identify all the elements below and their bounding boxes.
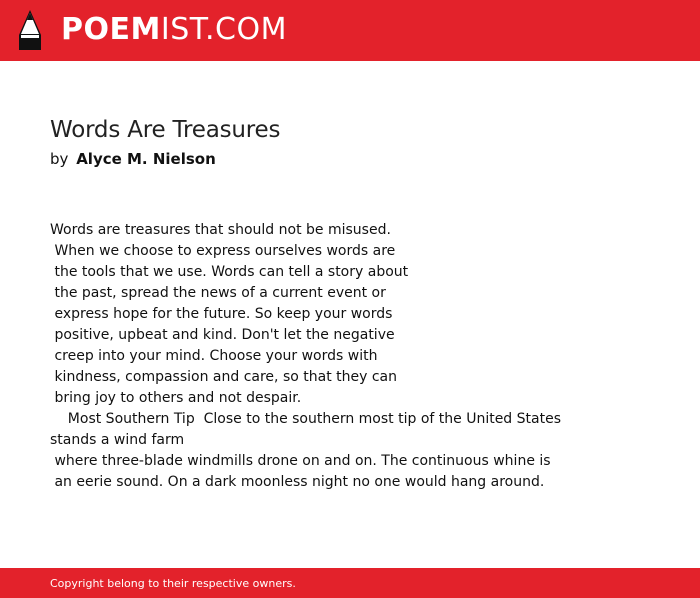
poem-line: bring joy to others and not despair. <box>50 390 302 406</box>
poem-line: positive, upbeat and kind. Don't let the negative <box>50 327 395 343</box>
poem-line: creep into your mind. Choose your words with <box>50 348 378 364</box>
poem-line: the past, spread the news of a current event or <box>50 285 386 301</box>
poem-line: the tools that we use. Words can tell a story about <box>50 264 409 280</box>
poem-line: where three-blade windmills drone on and on. The continuous whine is <box>50 453 551 469</box>
poem-line: an eerie sound. On a dark moonless night no one would hang around. <box>50 474 545 490</box>
site-footer <box>0 568 700 598</box>
logo-bold-text: POEM <box>61 12 161 47</box>
site-logo[interactable] <box>61 13 287 47</box>
poem-body <box>50 220 610 493</box>
poem-line: express hope for the future. So keep your words <box>50 306 393 322</box>
poem-line: kindness, compassion and care, so that they can <box>50 369 397 385</box>
poem-line: When we choose to express ourselves words are <box>50 243 396 259</box>
byline <box>50 150 216 168</box>
poem-line: stands a wind farm <box>50 432 185 448</box>
by-label: by <box>50 150 69 168</box>
poem-line: Words are treasures that should not be misused. <box>50 222 391 238</box>
site-header <box>0 0 700 61</box>
author-link[interactable]: Alyce M. Nielson <box>76 150 216 168</box>
pen-nib-icon[interactable] <box>17 9 43 52</box>
logo-light-text: IST.COM <box>160 12 287 47</box>
poem-line: Most Southern Tip Close to the southern most tip of the United States <box>50 411 561 427</box>
copyright-text: Copyright belong to their respective owners. <box>50 577 296 590</box>
poem-title: Words Are Treasures <box>50 117 281 143</box>
